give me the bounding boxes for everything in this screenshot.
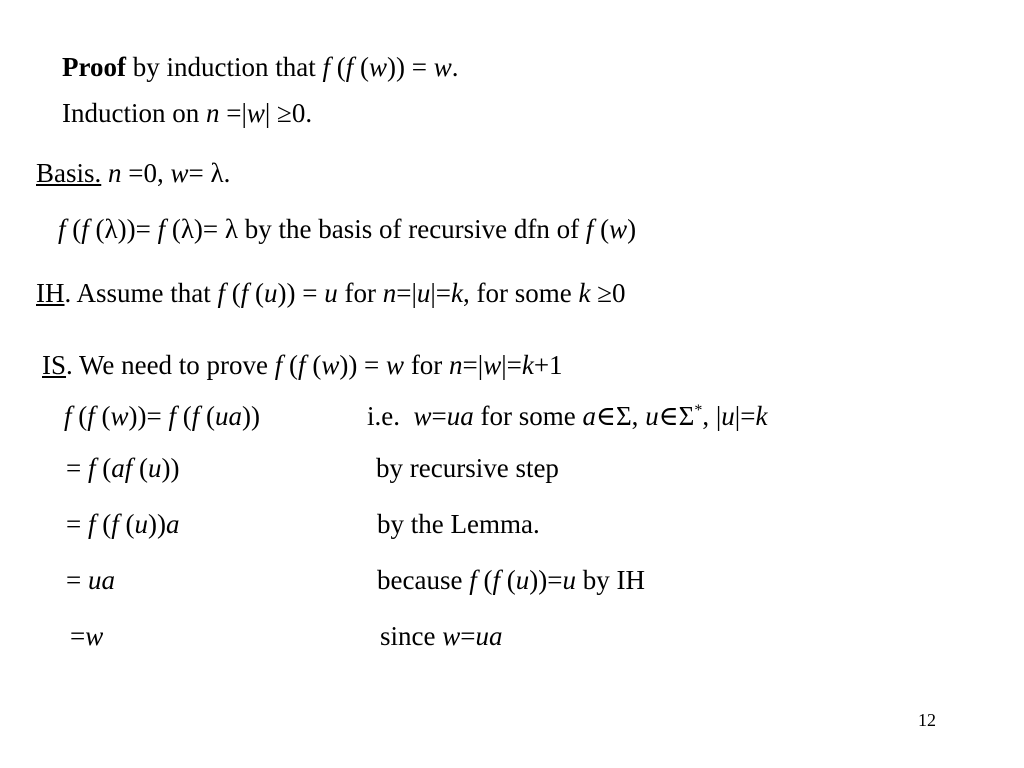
step5-reason <box>380 620 502 652</box>
reason-text: = <box>460 621 476 651</box>
equals: = <box>66 565 88 595</box>
period: . <box>451 52 459 82</box>
paren: ( <box>95 453 112 483</box>
step2-expression <box>66 452 180 484</box>
var-u: u <box>264 278 278 308</box>
func-f: f <box>298 350 306 380</box>
reason-text: ∈Σ <box>658 401 695 431</box>
step2-reason: by recursive step <box>376 453 559 483</box>
func-f: f <box>111 509 119 539</box>
proof-statement <box>62 51 459 83</box>
paren: ( <box>71 401 88 431</box>
var-ua: ua <box>215 401 243 431</box>
basis-detail-text: (λ)= λ by the basis of recursive dfn of <box>165 214 586 244</box>
var-n: n <box>382 278 397 308</box>
ih-text: =| <box>396 278 417 308</box>
paren: ( <box>65 214 82 244</box>
paren: )) <box>148 509 166 539</box>
var-w: w <box>321 350 340 380</box>
is-label: IS <box>42 350 67 380</box>
paren: )) <box>242 401 261 431</box>
is-text: for <box>404 350 450 380</box>
reason-text: because <box>377 565 470 595</box>
var-w: w <box>609 214 628 244</box>
step1-expression <box>64 400 260 432</box>
reason-text: i.e. <box>367 401 414 431</box>
paren: ( <box>225 278 241 308</box>
is-text: . We need to prove <box>66 350 275 380</box>
func-f: f <box>87 509 96 539</box>
reason-text: |= <box>734 401 756 431</box>
space <box>101 158 108 188</box>
paren: ( <box>95 509 112 539</box>
proof-text: by induction that <box>125 52 323 82</box>
paren: ( <box>353 52 369 82</box>
func-f: f <box>87 453 96 483</box>
var-k: k <box>755 401 768 431</box>
ih-text: ≥0 <box>590 278 626 308</box>
step3-reason: by the Lemma. <box>377 509 540 539</box>
equals: = <box>70 621 86 651</box>
paren: )) = <box>277 278 325 308</box>
func-f: f <box>240 278 249 308</box>
var-u: u <box>416 278 431 308</box>
induction-statement <box>62 97 312 129</box>
paren: )) = <box>387 52 434 82</box>
func-f: f <box>64 401 72 431</box>
paren: ( <box>282 350 299 380</box>
induction-text: Induction on <box>62 98 206 128</box>
reason-text: ∈Σ, <box>595 401 646 431</box>
paren: ( <box>118 509 135 539</box>
var-ua: ua <box>475 621 503 651</box>
basis-detail-text: (λ))= <box>88 214 158 244</box>
var-u: u <box>134 509 149 539</box>
var-a: a <box>166 509 180 539</box>
ih-text: , for some <box>463 278 579 308</box>
var-a: a <box>582 401 596 431</box>
var-ua: ua <box>446 401 474 431</box>
paren: )) <box>161 453 180 483</box>
ih-text: . Assume that <box>64 278 218 308</box>
reason-text: for some <box>473 401 583 431</box>
is-text: =| <box>462 350 484 380</box>
var-w: w <box>369 52 388 82</box>
reason-text: , | <box>702 401 722 431</box>
var-k: k <box>451 278 463 308</box>
var-w: w <box>433 52 452 82</box>
paren: ( <box>199 401 216 431</box>
reason-text: since <box>380 621 443 651</box>
step4-expression <box>66 564 115 596</box>
basis-detail <box>58 213 636 245</box>
func-f: f <box>81 214 89 244</box>
paren: ( <box>248 278 265 308</box>
func-f: f <box>585 214 594 244</box>
var-af: af <box>111 453 133 483</box>
func-f: f <box>345 52 354 82</box>
equals: = <box>66 453 88 483</box>
var-w: w <box>110 401 129 431</box>
ih-text: |= <box>430 278 452 308</box>
proof-label: Proof <box>62 52 126 82</box>
var-k: k <box>521 350 534 380</box>
paren: ( <box>593 214 610 244</box>
var-w: w <box>442 621 461 651</box>
func-f: f <box>58 214 66 244</box>
func-f: f <box>469 565 477 595</box>
paren: ( <box>94 401 111 431</box>
var-n: n <box>205 98 220 128</box>
func-f: f <box>168 401 177 431</box>
var-n: n <box>108 158 122 188</box>
paren: ( <box>132 453 149 483</box>
step5-expression <box>70 620 103 652</box>
paren: ( <box>305 350 322 380</box>
var-w: w <box>483 350 502 380</box>
func-f: f <box>87 401 95 431</box>
func-f: f <box>217 278 226 308</box>
is-text: |= <box>501 350 522 380</box>
basis-heading <box>36 157 230 189</box>
var-u: u <box>562 565 576 595</box>
paren: ))= <box>128 401 169 431</box>
induction-text: | ≥0. <box>264 98 313 128</box>
var-u: u <box>645 401 659 431</box>
var-n: n <box>449 350 463 380</box>
var-k: k <box>578 278 591 308</box>
func-f: f <box>492 565 500 595</box>
basis-label: Basis. <box>36 158 102 188</box>
paren: ( <box>329 52 346 82</box>
var-u: u <box>721 401 735 431</box>
var-u: u <box>148 453 162 483</box>
var-ua: ua <box>87 565 115 595</box>
func-f: f <box>157 214 166 244</box>
var-w: w <box>386 350 405 380</box>
var-w: w <box>170 158 189 188</box>
ih-label: IH <box>36 278 65 308</box>
paren: ) <box>627 214 637 244</box>
paren: ( <box>476 565 493 595</box>
basis-text: =0, <box>121 158 171 188</box>
ih-statement <box>36 277 626 309</box>
step1-reason <box>367 400 767 432</box>
induction-text: =| <box>219 98 247 128</box>
var-w: w <box>413 401 432 431</box>
is-text: +1 <box>533 350 563 380</box>
paren: ( <box>499 565 516 595</box>
is-statement <box>42 349 563 381</box>
paren: )) = <box>339 350 387 380</box>
reason-text: by IH <box>575 565 645 595</box>
paren: ( <box>176 401 192 431</box>
var-w: w <box>85 621 104 651</box>
func-f: f <box>274 350 283 380</box>
basis-text: = λ. <box>188 158 231 188</box>
kleene-star: * <box>694 402 703 419</box>
equals: = <box>66 509 88 539</box>
func-f: f <box>191 401 200 431</box>
step3-expression <box>66 508 180 540</box>
reason-text: = <box>431 401 447 431</box>
step4-reason <box>377 564 645 596</box>
ih-text: for <box>337 278 383 308</box>
func-f: f <box>322 52 330 82</box>
var-u: u <box>515 565 530 595</box>
page-number: 12 <box>918 710 936 730</box>
var-u: u <box>324 278 338 308</box>
var-w: w <box>246 98 265 128</box>
paren: ))= <box>529 565 563 595</box>
